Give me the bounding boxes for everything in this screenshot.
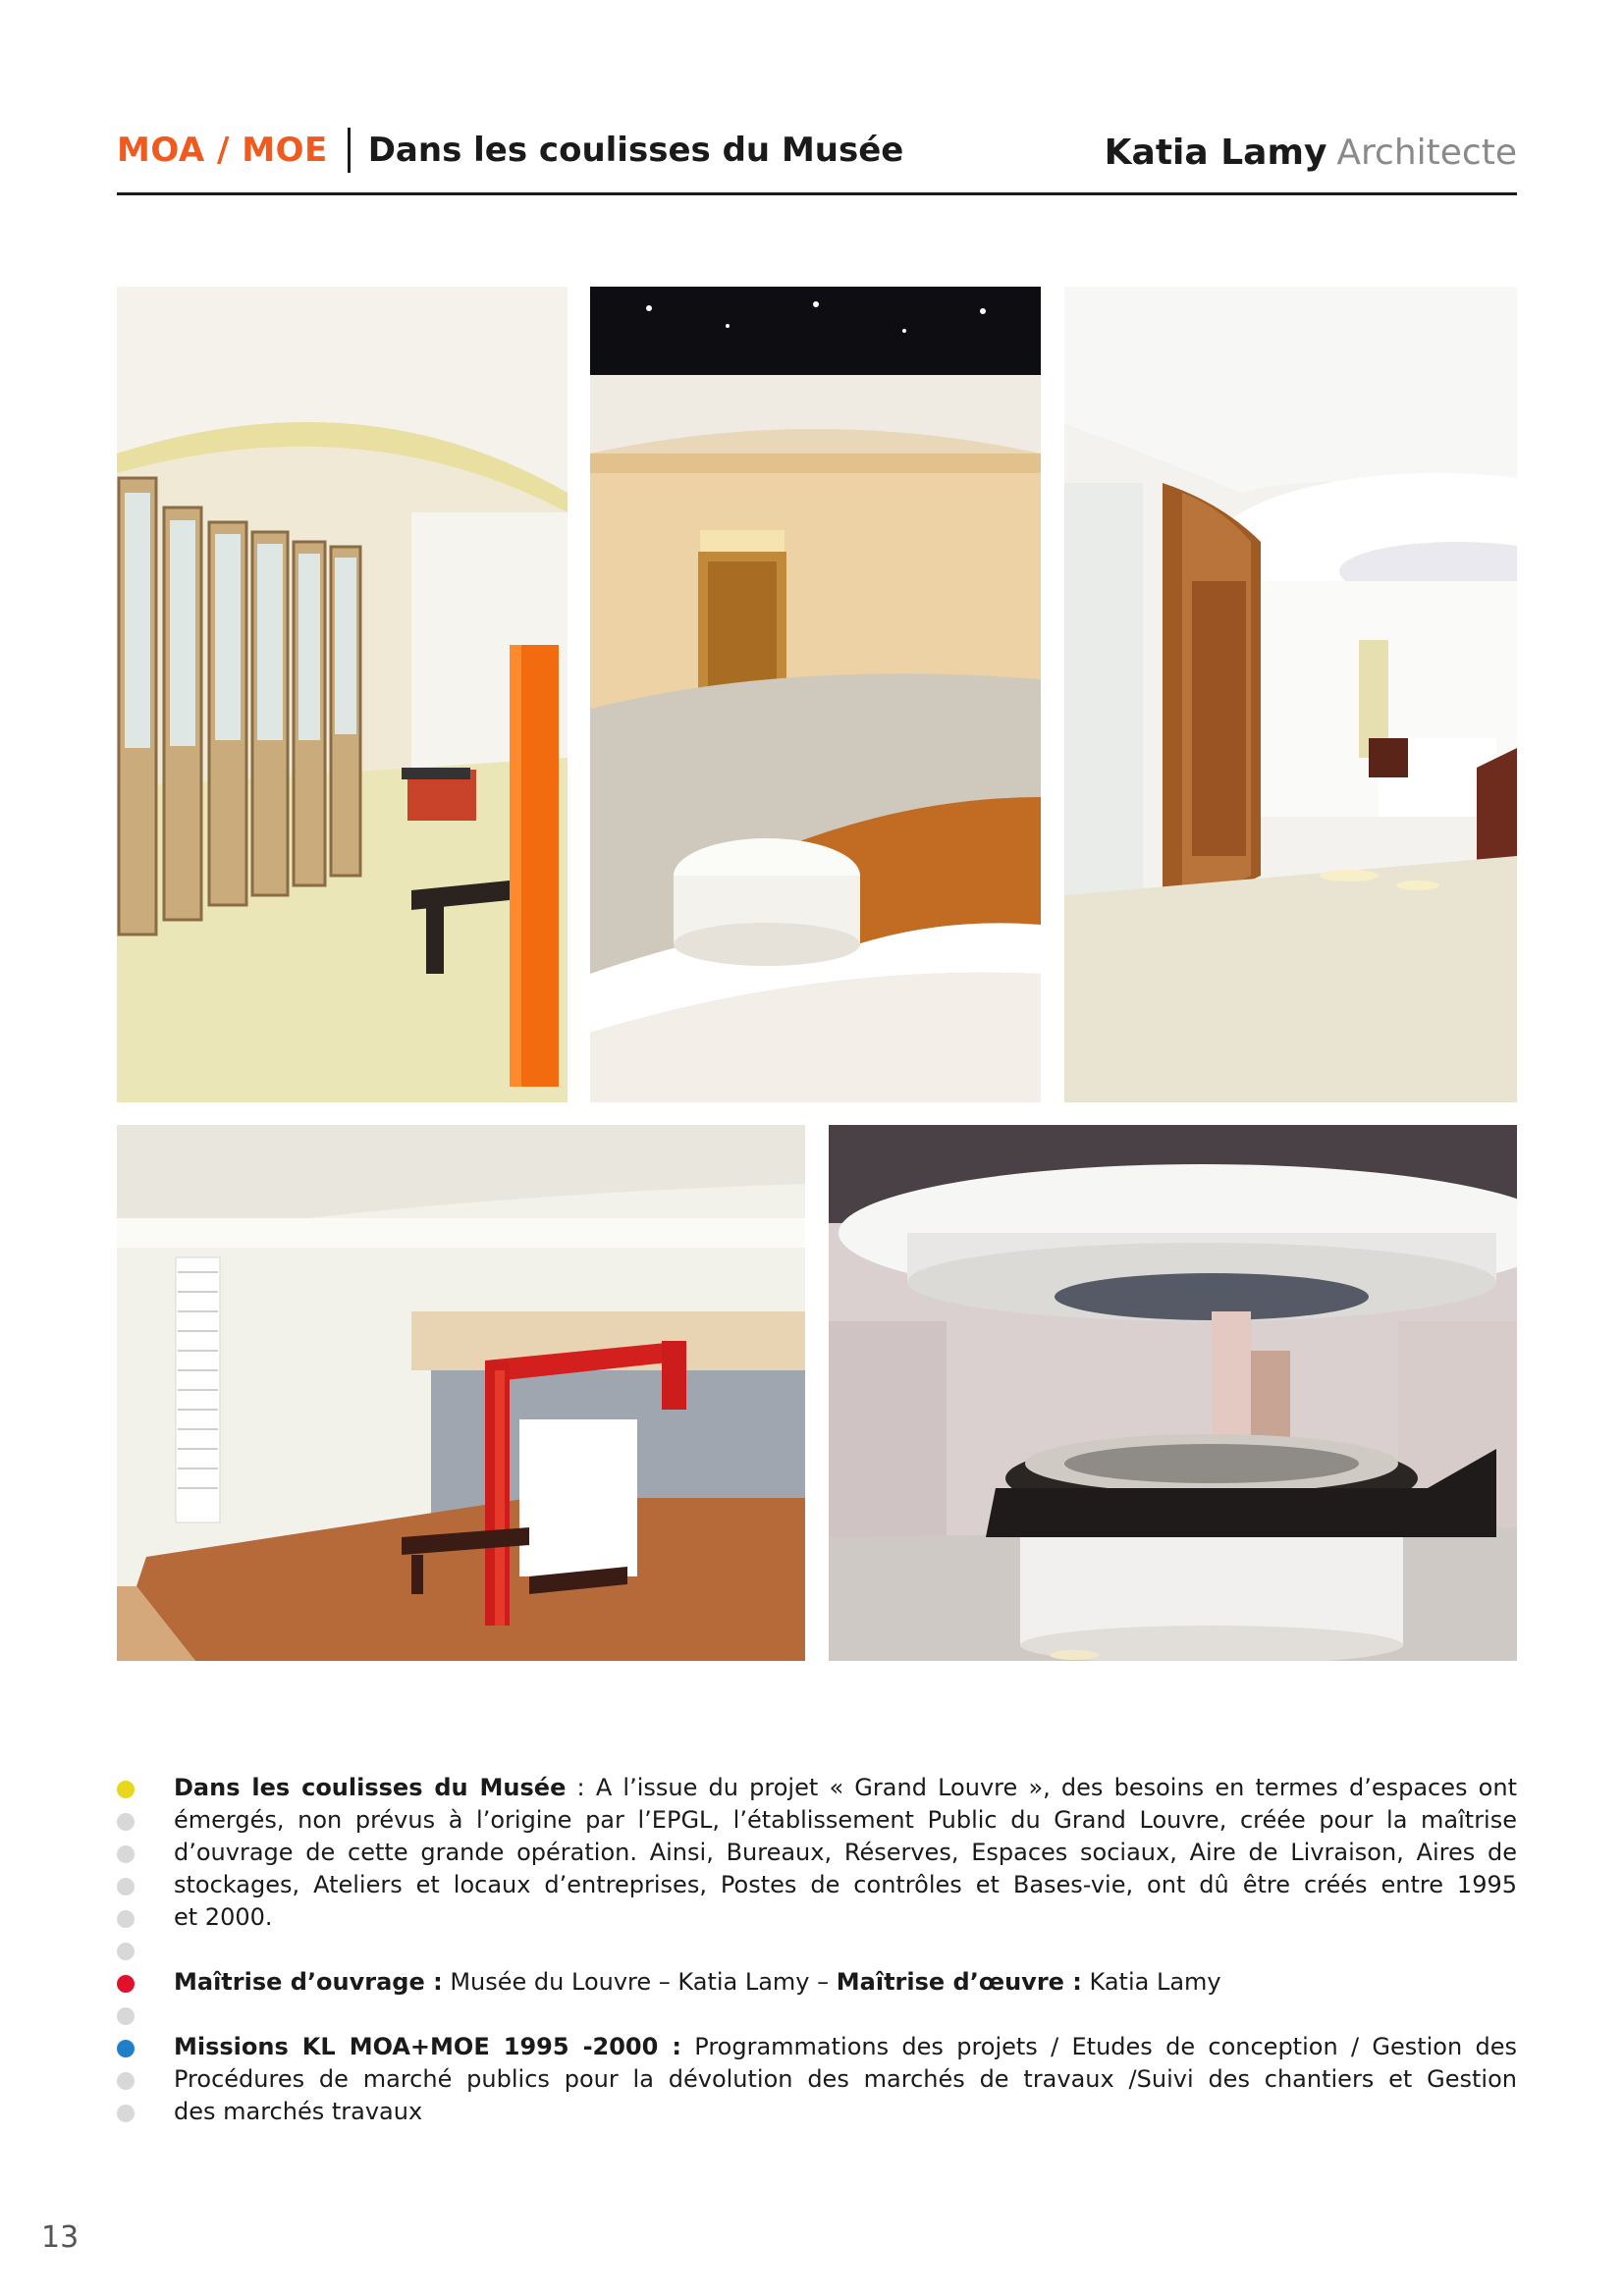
- intro-text-4: stockages, Ateliers et locaux d’entreprises, Postes de contrôles et Bases-vie, ont dû être créés entre 1995: [174, 1871, 1517, 1898]
- grey-bullet-icon: [117, 2105, 135, 2122]
- yellow-bullet-icon: [117, 1781, 135, 1798]
- intro-line-5: [117, 1901, 1517, 1934]
- photo-curved-balcony: [590, 287, 1041, 1102]
- intro-line-3: [117, 1837, 1517, 1869]
- intro-text-1: : A l’issue du projet « Grand Louvre », des besoins en termes d’espaces ont: [566, 1774, 1517, 1801]
- intro-lead: Dans les coulisses du Musée: [174, 1774, 567, 1801]
- maitrise-ouvrage-lead: Maîtrise d’ouvrage :: [174, 1968, 443, 1996]
- intro-line-1: [117, 1772, 1517, 1804]
- grey-bullet-icon: [117, 1813, 135, 1831]
- missions-text-2: Procédures de marché publics pour la dévolution des marchés de travaux /Suivi des chantiers et Gestion: [174, 2065, 1517, 2093]
- missions-text-1: Programmations des projets / Etudes de conception / Gestion des: [680, 2033, 1517, 2060]
- photo-wood-wall-lobby: [1064, 287, 1517, 1102]
- section-label: MOA / MOE: [117, 131, 328, 170]
- grey-bullet-icon: [117, 1878, 135, 1896]
- page-number: 13: [41, 2220, 80, 2255]
- grey-bullet-icon: [117, 1943, 135, 1960]
- spacer-row: [117, 1934, 1517, 1966]
- maitrise-oeuvre-lead: Maîtrise d’œuvre :: [836, 1968, 1082, 1996]
- author-role: Architecte: [1336, 132, 1517, 173]
- intro-text-2: émergés, non prévus à l’origine par l’EPGL, l’établissement Public du Grand Louvre, créée pour la maîtrise: [174, 1806, 1517, 1834]
- author-name: Katia Lamy: [1104, 132, 1327, 173]
- intro-text-3: d’ouvrage de cette grande opération. Ainsi, Bureaux, Réserves, Espaces sociaux, Aire de Livraison, Aires de: [174, 1839, 1517, 1866]
- grey-bullet-icon: [117, 1845, 135, 1863]
- maitrise-line: [117, 1966, 1517, 1999]
- maitrise-ouvrage-text: Musée du Louvre – Katia Lamy –: [442, 1968, 837, 1996]
- maitrise-oeuvre-text: Katia Lamy: [1081, 1968, 1221, 1996]
- header-left: [117, 126, 903, 175]
- spacer-row: [117, 1999, 1517, 2031]
- grey-bullet-icon: [117, 2007, 135, 2025]
- grey-bullet-icon: [117, 2072, 135, 2090]
- intro-line-2: [117, 1804, 1517, 1837]
- photo-circular-reception-desk: [829, 1125, 1517, 1661]
- missions-line-2: [117, 2063, 1517, 2096]
- missions-line-3: [117, 2096, 1517, 2128]
- header-divider: [348, 128, 351, 173]
- missions-line-1: [117, 2031, 1517, 2063]
- grey-bullet-icon: [117, 1910, 135, 1928]
- photo-display-cases-corridor: [117, 287, 568, 1102]
- page-header: [117, 118, 1517, 195]
- red-bullet-icon: [117, 1975, 135, 1993]
- missions-lead: Missions KL MOA+MOE 1995 -2000 :: [174, 2033, 681, 2060]
- description-block: [117, 1772, 1517, 2128]
- missions-text-3: des marchés travaux: [174, 2098, 423, 2125]
- header-brand: [1105, 128, 1517, 177]
- page-title: Dans les coulisses du Musée: [367, 131, 904, 170]
- intro-line-4: [117, 1869, 1517, 1901]
- photo-red-structure-platform: [117, 1125, 805, 1661]
- intro-text-5: et 2000.: [174, 1903, 273, 1931]
- blue-bullet-icon: [117, 2040, 135, 2057]
